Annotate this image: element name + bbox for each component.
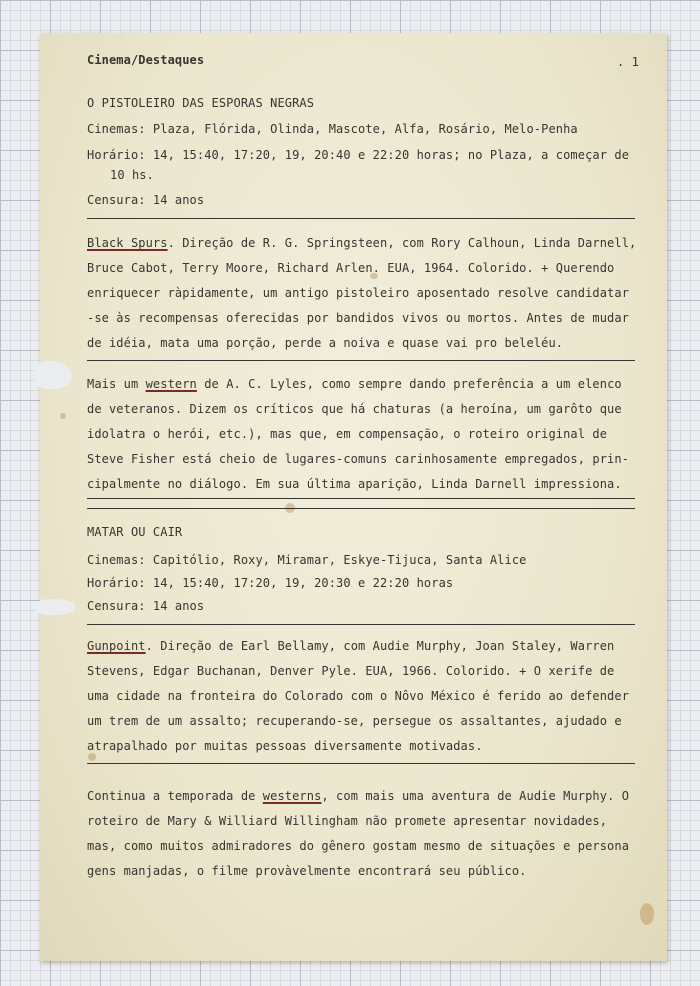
divider [87, 498, 635, 499]
showtimes: Horário: 14, 15:40, 17:20, 19, 20:30 e 22:20 horas [87, 576, 454, 590]
film-title: MATAR OU CAIR [87, 525, 183, 539]
showtimes-cont: 10 hs. [110, 168, 154, 182]
stain [88, 753, 96, 761]
synopsis-line: uma cidade na fronteira do Colorado com o Nôvo México é ferido ao defender [87, 689, 630, 703]
review-line: mas, como muitos admiradores do gênero gostam mesmo de situações e persona [87, 839, 630, 853]
divider [87, 508, 635, 509]
divider [87, 218, 635, 219]
divider [87, 624, 635, 625]
stain [640, 903, 654, 925]
divider [87, 763, 635, 764]
divider [87, 360, 635, 361]
original-title: Gunpoint [87, 639, 146, 653]
torn-edge [34, 361, 72, 389]
synopsis-line: Gunpoint. Direção de Earl Bellamy, com Audie Murphy, Joan Staley, Warren [87, 639, 615, 653]
page-number: . 1 [617, 55, 639, 69]
review-line: Steve Fisher está cheio de lugares-comuns carinhosamente empregados, prin- [87, 452, 630, 466]
synopsis-line: -se às recompensas oferecidas por bandidos vivos ou mortos. Antes de mudar [87, 311, 630, 325]
censorship-rating: Censura: 14 anos [87, 599, 205, 613]
torn-edge [36, 599, 76, 615]
synopsis-line: enriquecer ràpidamente, um antigo pistoleiro aposentado resolve candidatar [87, 286, 630, 300]
synopsis-line: Bruce Cabot, Terry Moore, Richard Arlen. EUA, 1964. Colorido. + Querendo [87, 261, 615, 275]
review-line: gens manjadas, o filme provàvelmente encontrará seu público. [87, 864, 527, 878]
cinemas-list: Cinemas: Capitólio, Roxy, Miramar, Eskye-Tijuca, Santa Alice [87, 553, 527, 567]
genre-word: westerns [262, 789, 322, 803]
review-line: Continua a temporada de westerns, com mais uma aventura de Audie Murphy. O [87, 789, 630, 803]
synopsis-line: atrapalhado por muitas pessoas diversamente motivadas. [87, 739, 483, 753]
synopsis-line: Stevens, Edgar Buchanan, Denver Pyle. EUA, 1966. Colorido. + O xerife de [87, 664, 615, 678]
review-line: idolatra o herói, etc.), mas que, em compensação, o roteiro original de [87, 427, 608, 441]
genre-word: western [145, 377, 197, 391]
film-title: O PISTOLEIRO DAS ESPORAS NEGRAS [87, 96, 315, 110]
censorship-rating: Censura: 14 anos [87, 193, 205, 207]
synopsis-line: de idéia, mata uma porção, perde a noiva e quase vai pro beleléu. [87, 336, 564, 350]
stain [60, 413, 66, 419]
review-line: cipalmente no diálogo. Em sua última aparição, Linda Darnell impressiona. [87, 477, 622, 491]
synopsis-line: Black Spurs. Direção de R. G. Springsteen, com Rory Calhoun, Linda Darnell, [87, 236, 637, 250]
section-header: Cinema/Destaques [87, 53, 205, 67]
typewritten-page [40, 33, 667, 961]
review-line: de veteranos. Dizem os críticos que há chaturas (a heroína, um garôto que [87, 402, 622, 416]
review-line: Mais um western de A. C. Lyles, como sempre dando preferência a um elenco [87, 377, 622, 391]
original-title: Black Spurs [87, 236, 168, 250]
synopsis-line: um trem de um assalto; recuperando-se, persegue os assaltantes, ajudado e [87, 714, 622, 728]
cinemas-list: Cinemas: Plaza, Flórida, Olinda, Mascote, Alfa, Rosário, Melo-Penha [87, 122, 578, 136]
showtimes: Horário: 14, 15:40, 17:20, 19, 20:40 e 22:20 horas; no Plaza, a começar de [87, 148, 630, 162]
review-line: roteiro de Mary & Williard Willingham não promete apresentar novidades, [87, 814, 608, 828]
